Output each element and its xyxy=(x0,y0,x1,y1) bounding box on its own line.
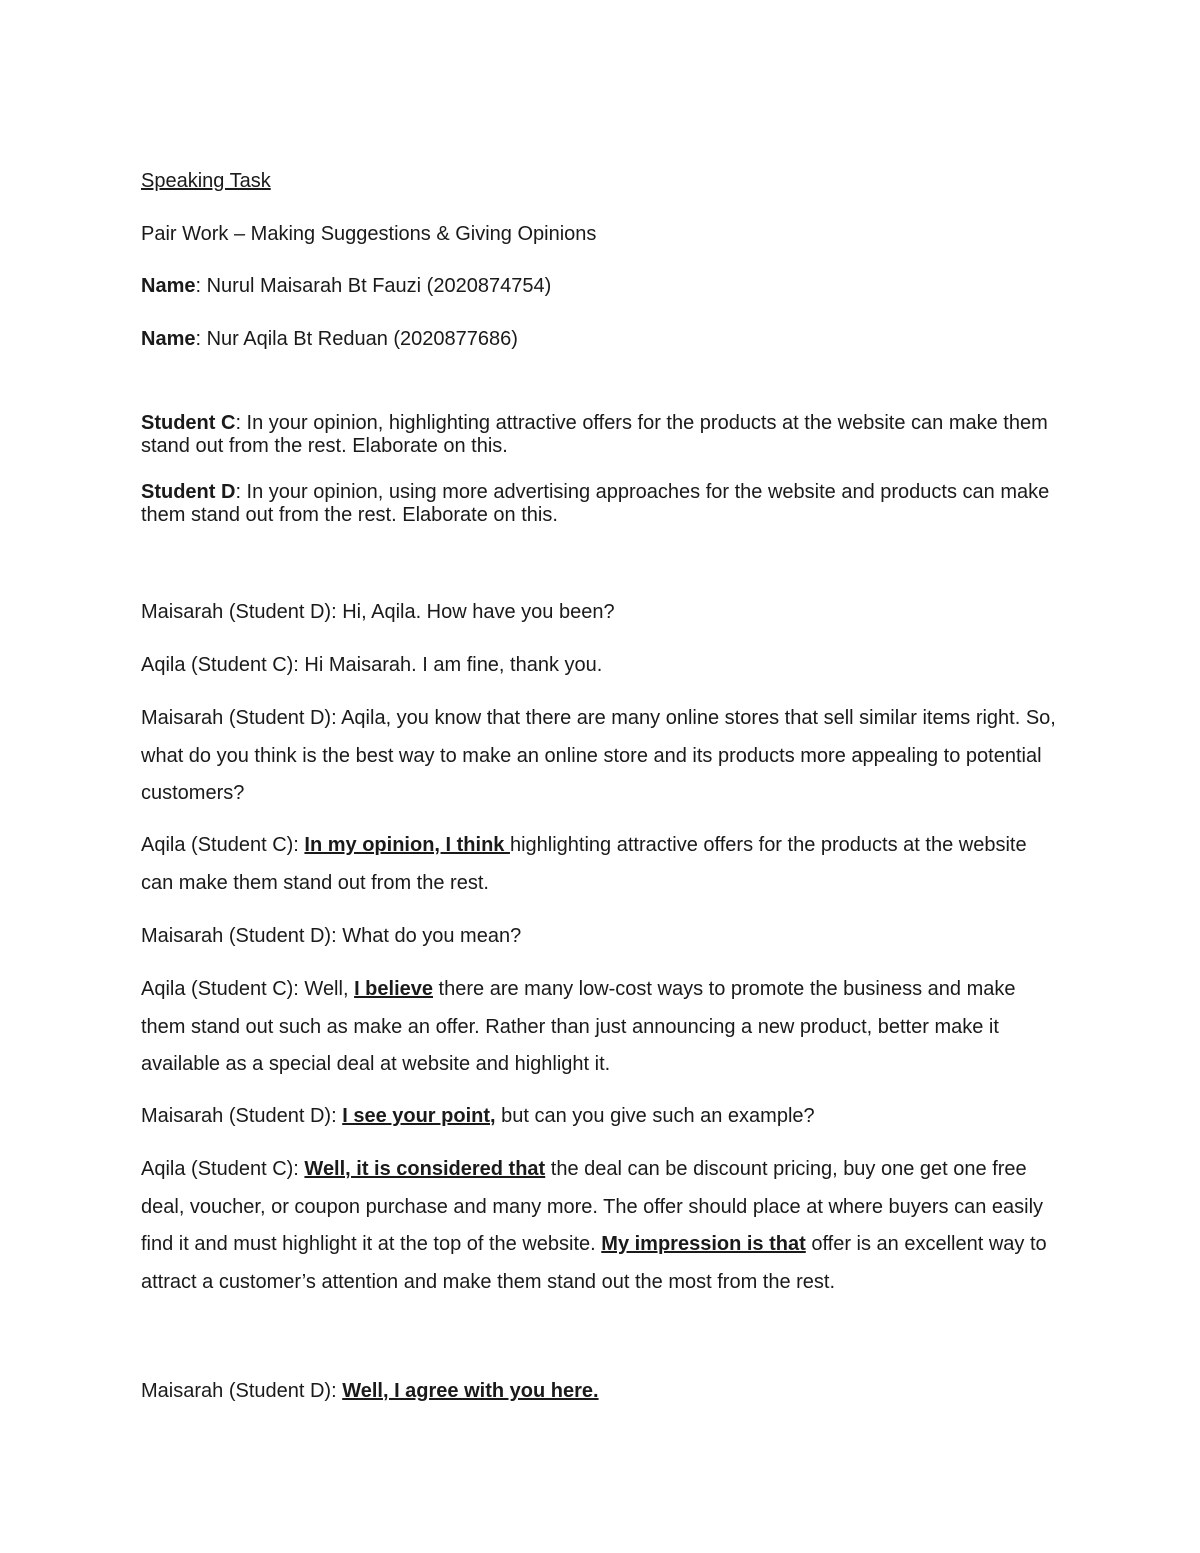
dialogue-line xyxy=(141,918,1061,956)
speaker-label: Maisarah (Student D): xyxy=(141,1380,343,1402)
dialogue-line xyxy=(141,1151,1061,1301)
opinion-phrase: I believe xyxy=(354,978,433,1000)
opinion-phrase: My impression is that xyxy=(601,1233,806,1255)
prompt-text: : In your opinion, using more advertising approaches for the website and products can make them stand out from the rest. Elaborate on this. xyxy=(141,481,1050,526)
dialogue-text: Well, xyxy=(304,978,355,1000)
name-value: : Nur Aqila Bt Reduan (2020877686) xyxy=(195,328,518,350)
dialogue-text: offer is an excellent way to attract a customer’s attention and make them stand out the most from the rest. xyxy=(141,1233,1047,1293)
document-title: Speaking Task xyxy=(141,170,271,192)
speaker-label: Aqila (Student C): xyxy=(141,834,305,856)
dialogue-line xyxy=(141,827,1061,902)
name-label: Name xyxy=(141,328,196,350)
speaker-label: Aqila (Student C): xyxy=(141,978,305,1000)
dialogue-line xyxy=(141,594,1061,632)
document-subtitle: Pair Work – Making Suggestions & Giving Opinions xyxy=(141,223,597,245)
prompt-label: Student D xyxy=(141,481,236,503)
name-label: Name xyxy=(141,275,196,297)
dialogue-line xyxy=(141,647,1061,685)
speaker-label: Aqila (Student C): xyxy=(141,1158,305,1180)
dialogue-text: highlighting attractive offers for the products at the website can make them stand out from the rest. xyxy=(141,834,1027,894)
student-name-2 xyxy=(141,328,1061,351)
dialogue-text: Aqila, you know that there are many online stores that sell similar items right. So, what do you think is the best way to make an online store and its products more appealing to potential customers? xyxy=(141,707,1056,804)
prompt-student-c xyxy=(141,412,1061,458)
name-value: : Nurul Maisarah Bt Fauzi (2020874754) xyxy=(195,275,552,297)
student-name-1 xyxy=(141,275,1061,298)
prompt-label: Student C xyxy=(141,412,236,434)
speaker-label: Aqila (Student C): xyxy=(141,654,305,676)
speaker-label: Maisarah (Student D): xyxy=(141,1105,343,1127)
speaker-label: Maisarah (Student D): xyxy=(141,601,343,623)
speaker-label: Maisarah (Student D): xyxy=(141,707,342,729)
dialogue-line xyxy=(141,1098,1061,1136)
dialogue-line xyxy=(141,1373,1061,1411)
prompt-student-d xyxy=(141,481,1061,527)
opinion-phrase: I see your point, xyxy=(342,1105,496,1127)
dialogue-text: Hi, Aqila. How have you been? xyxy=(342,601,615,623)
dialogue-text: there are many low-cost ways to promote the business and make them stand out such as make an offer. Rather than just announcing a new product, better make it available as a special deal at website and highlight it. xyxy=(141,978,1016,1075)
opinion-phrase: Well, I agree with you here. xyxy=(342,1380,599,1402)
dialogue-line xyxy=(141,700,1061,813)
dialogue-text: the deal can be discount pricing, buy one get one free deal, voucher, or coupon purchase and many more. The offer should place at where buyers can easily find it and must highlight it at the top of the website. xyxy=(141,1158,1044,1255)
dialogue-text: What do you mean? xyxy=(342,925,522,947)
opinion-phrase: Well, it is considered that xyxy=(304,1158,546,1180)
dialogue-line xyxy=(141,971,1061,1084)
prompt-text: : In your opinion, highlighting attractive offers for the products at the website can make them stand out from the rest. Elaborate on this. xyxy=(141,412,1048,457)
speaker-label: Maisarah (Student D): xyxy=(141,925,343,947)
opinion-phrase: In my opinion, I think xyxy=(304,834,510,856)
dialogue-text: but can you give such an example? xyxy=(495,1105,815,1127)
dialogue-text: Hi Maisarah. I am fine, thank you. xyxy=(304,654,603,676)
